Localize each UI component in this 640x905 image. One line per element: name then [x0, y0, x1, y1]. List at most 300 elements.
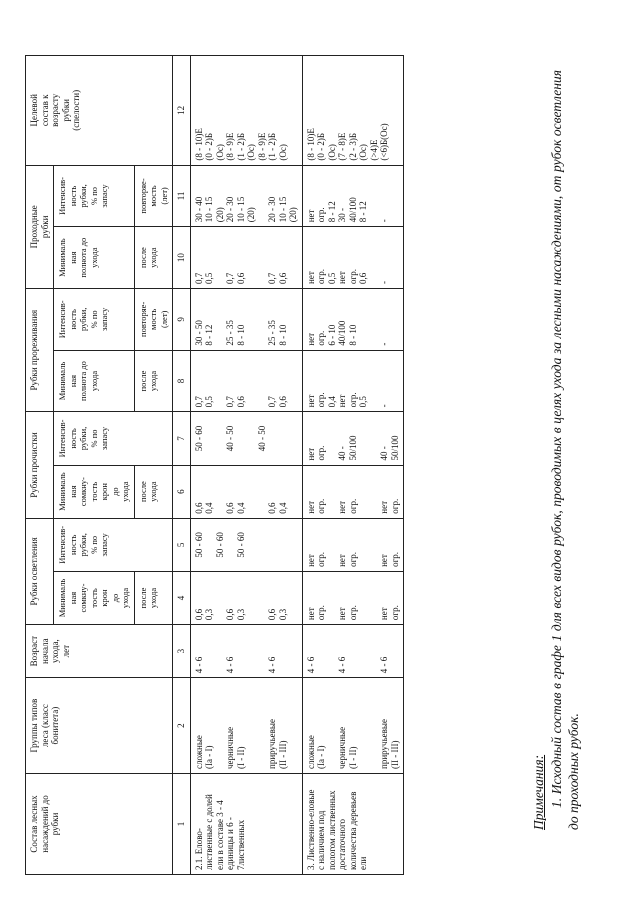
- cell-line: нет: [305, 447, 316, 461]
- cell-line: (Ia - I): [316, 745, 326, 769]
- cell-line: 50/100: [347, 435, 358, 461]
- cell-line: нет: [379, 607, 389, 621]
- cell-line: -: [379, 342, 389, 346]
- column-number: 7: [173, 412, 191, 465]
- cell-line: 8 - 10: [235, 324, 246, 346]
- cell-line: (Ос): [326, 144, 337, 161]
- cell-line: (8 - 9)Е: [225, 132, 235, 161]
- cell-line: [358, 576, 369, 620]
- cell-line: [257, 682, 268, 769]
- cell-line: [358, 629, 369, 673]
- header-lightening-cuttings: Рубки осветления: [26, 518, 54, 624]
- cell-line: 0,3: [204, 608, 214, 621]
- cell-line: тость: [88, 481, 99, 502]
- cell-line: [246, 682, 257, 769]
- notes-title: Примечания:: [531, 754, 546, 830]
- cell-line: крон: [99, 589, 109, 607]
- cell-line: 0,3: [277, 608, 288, 621]
- cell-line: возрасту: [50, 93, 60, 127]
- notes-section: [530, 70, 582, 830]
- cell-line: [369, 523, 380, 567]
- cell-line: [369, 170, 380, 223]
- cell-line: 8 - 10: [277, 324, 288, 346]
- cell-line: % по: [88, 429, 99, 448]
- cell-line: с наличием под: [316, 810, 326, 870]
- cell-line: (II - III): [389, 740, 400, 769]
- care-cuttings-table: [25, 55, 404, 875]
- cell-line: пологом лиственных: [326, 790, 337, 870]
- cell-line: 0,5: [204, 396, 214, 408]
- cell-line: [246, 629, 257, 673]
- cell-lightening-intensity: [190, 518, 302, 571]
- cell-line: [369, 629, 380, 673]
- cell-line: [246, 470, 257, 514]
- cell-line: [246, 355, 257, 408]
- cell-line: 0,5: [358, 396, 368, 408]
- cell-line: рубки,: [78, 533, 88, 557]
- cell-line: тость: [88, 588, 99, 608]
- cell-line: мость: [148, 185, 158, 207]
- cell-line: (II - III): [277, 740, 288, 769]
- cell-line: [204, 629, 215, 673]
- cell-line: [236, 629, 247, 673]
- cell-line: (Ia - I): [204, 745, 214, 769]
- cell-line: Состав лесных: [29, 795, 39, 853]
- cell-composition: [302, 773, 404, 874]
- cell-line: 4 - 6: [193, 656, 204, 674]
- cell-line: 8 - 12: [358, 201, 368, 223]
- cell-line: (8 - 9)Е: [256, 132, 267, 161]
- cell-line: -: [379, 404, 389, 408]
- cell-line: огр.: [316, 392, 326, 408]
- cell-line: [327, 629, 338, 673]
- cell-line: [246, 231, 257, 284]
- cell-line: нет: [337, 394, 347, 408]
- cell-line: нет: [337, 607, 347, 621]
- cell-line: (0 - 2)Б: [204, 132, 214, 161]
- header-min-density-4: [54, 227, 135, 289]
- cell-line: 2.1. Елово-: [193, 828, 204, 870]
- cell-line: после: [137, 370, 148, 392]
- cell-line: лет: [60, 644, 71, 658]
- cell-line: (<6)Б(Ос): [379, 123, 389, 161]
- cell-passage-min-density: [190, 227, 302, 289]
- header-after-care-3: [134, 350, 173, 412]
- cell-line: начала: [39, 638, 50, 664]
- cell-line: [358, 293, 369, 346]
- cell-line: нет: [305, 554, 316, 567]
- cell-forest-types: [190, 678, 302, 774]
- cell-line: (Ос): [214, 144, 225, 161]
- cell-line: (>4)Е: [368, 139, 379, 161]
- column-number: 8: [173, 350, 191, 412]
- cell-forest-types: [302, 678, 404, 774]
- cell-line: 8 - 12: [204, 324, 214, 346]
- cell-line: рубки: [60, 99, 71, 122]
- cell-line: [327, 470, 338, 514]
- cell-line: [257, 355, 268, 408]
- cell-line: Целевой: [29, 94, 39, 127]
- cell-line: [358, 470, 369, 514]
- cell-line: рубки: [50, 812, 60, 836]
- cell-line: 0,6: [225, 502, 235, 514]
- header-intensity-3: [54, 288, 135, 350]
- cell-line: [257, 170, 268, 223]
- cell-line: 40 -: [337, 446, 347, 461]
- cell-line: [327, 416, 338, 460]
- cell-line: [215, 231, 226, 284]
- cell-line: [369, 682, 380, 769]
- cell-line: [316, 629, 327, 673]
- cell-line: повторяе-: [137, 178, 148, 214]
- cell-line: [215, 576, 226, 620]
- cell-line: -: [379, 280, 389, 284]
- cell-line: сложные: [305, 735, 316, 769]
- cell-line: [246, 416, 257, 460]
- cell-line: нет: [379, 554, 389, 567]
- cell-line: (8 - 10)Е: [193, 128, 204, 161]
- cell-line: (лет): [158, 187, 169, 205]
- cell-cleaning-intensity: [302, 412, 404, 465]
- cell-line: огр.: [347, 498, 358, 514]
- cell-line: запасу: [99, 426, 109, 451]
- cell-line: (1 - 2)Б: [235, 132, 246, 161]
- cell-line: 0,4: [204, 502, 214, 514]
- cell-thinning-min-density: [190, 350, 302, 412]
- cell-line: нет: [379, 500, 389, 514]
- cell-line: насаждений до: [39, 795, 50, 853]
- cell-target-composition: [190, 56, 302, 166]
- cell-line: огр.: [389, 498, 400, 514]
- cell-line: 7лиственных: [235, 819, 246, 870]
- table-row: [302, 56, 404, 875]
- cell-line: после: [137, 247, 148, 269]
- cell-line: 0,7: [193, 396, 204, 408]
- cell-line: ухода: [120, 587, 130, 609]
- cell-line: 50 - 60: [193, 532, 204, 558]
- cell-line: 4 - 6: [379, 656, 389, 674]
- cell-line: 0,4: [235, 502, 246, 514]
- cell-line: Минималь: [57, 238, 67, 277]
- cell-line: ность: [67, 534, 78, 555]
- cell-line: после: [137, 587, 148, 609]
- cell-line: (20): [288, 207, 298, 223]
- cell-line: запасу: [99, 184, 109, 208]
- column-number: 10: [173, 227, 191, 289]
- cell-line: огр.: [316, 551, 326, 567]
- cell-line: единицы и 6 -: [225, 817, 235, 870]
- header-passage-cuttings: [26, 165, 54, 288]
- cell-line: 0,6: [193, 608, 204, 621]
- cell-line: сомкну-: [78, 477, 88, 507]
- cell-line: 40/100: [347, 197, 358, 223]
- cell-line: полнота до: [78, 361, 88, 401]
- cell-line: 30 - 40: [193, 196, 204, 223]
- cell-line: огр.: [316, 498, 326, 514]
- cell-line: 4 - 6: [337, 656, 347, 674]
- notes-text: 1. Исходный состав в графе 1 для всех видов рубок, проводимых в целях ухода за лесными насаждениями, от рубок осветления до проходных рубок.: [549, 70, 581, 830]
- rotated-page: [20, 40, 620, 885]
- cell-line: полнота до: [78, 237, 88, 278]
- column-number: 3: [173, 625, 191, 678]
- cell-line: (0 - 2)Б: [316, 132, 326, 161]
- cell-line: 8 - 10: [347, 324, 358, 346]
- cell-line: 0,7: [225, 272, 235, 284]
- cell-lightening-intensity: [302, 518, 404, 571]
- cell-line: ели в составе 3 - 4: [214, 800, 225, 870]
- cell-line: достаточного: [337, 819, 347, 870]
- header-after-care-4: [134, 227, 173, 289]
- cell-line: нет: [337, 500, 347, 514]
- cell-line: 0,6: [277, 396, 288, 408]
- header-composition: [26, 773, 173, 874]
- cell-line: (20): [214, 207, 225, 223]
- cell-line: нет: [305, 209, 316, 223]
- cell-line: нет: [305, 271, 316, 284]
- cell-line: [246, 293, 257, 346]
- cell-line: Возраст: [29, 635, 39, 667]
- cell-line: запасу: [99, 533, 109, 557]
- cell-line: количества деревьев: [347, 791, 358, 870]
- cell-line: [369, 470, 380, 514]
- cell-line: 4 - 6: [267, 656, 277, 674]
- cell-line: [204, 416, 215, 460]
- cell-line: [369, 231, 380, 284]
- cell-line: [204, 523, 215, 567]
- table-row: [190, 56, 302, 875]
- cell-line: 0,6: [193, 502, 204, 514]
- cell-line: 0,6: [277, 272, 288, 284]
- cell-line: ухода: [148, 370, 158, 392]
- cell-line: 0,7: [225, 396, 235, 408]
- cell-line: запасу: [99, 307, 109, 331]
- cell-line: сложные: [193, 735, 204, 769]
- cell-line: [257, 293, 268, 346]
- cell-line: ухода: [88, 370, 99, 392]
- cell-line: до: [109, 487, 120, 496]
- column-number: 6: [173, 465, 191, 518]
- cell-line: [257, 576, 268, 620]
- cell-line: (лет): [158, 310, 169, 329]
- cell-line: % по: [88, 535, 99, 554]
- cell-line: 4 - 6: [225, 656, 235, 674]
- cell-line: [215, 682, 226, 769]
- cell-line: крон: [99, 483, 109, 501]
- column-number: 4: [173, 571, 191, 624]
- cell-line: рубки: [39, 215, 50, 239]
- cell-line: [369, 355, 380, 408]
- cell-line: 0,7: [193, 272, 204, 284]
- cell-line: 25 - 35: [267, 320, 277, 346]
- column-number: 5: [173, 518, 191, 571]
- cell-line: [215, 470, 226, 514]
- cell-line: Минималь: [57, 578, 67, 618]
- cell-line: 50 - 60: [193, 425, 204, 452]
- cell-cleaning-min-closure: [302, 465, 404, 518]
- cell-line: [369, 416, 380, 460]
- cell-line: (I - II): [235, 746, 246, 769]
- cell-line: приручьевые: [379, 719, 389, 769]
- cell-line: 30 -: [337, 208, 347, 223]
- cell-line: огр.: [347, 551, 358, 567]
- cell-line: ели: [358, 856, 368, 870]
- header-repeat-3: [134, 288, 173, 350]
- column-number: 1: [173, 773, 191, 874]
- column-number-row: [173, 56, 191, 875]
- cell-line: Группы типов: [29, 698, 39, 753]
- cell-line: ность: [67, 185, 78, 207]
- cell-line: [236, 416, 247, 460]
- cell-line: (2 - 3)Б: [347, 132, 358, 161]
- cell-thinning-min-density: [302, 350, 404, 412]
- cell-line: [257, 470, 268, 514]
- cell-line: состав к: [39, 94, 50, 127]
- cell-line: огр.: [347, 392, 358, 408]
- cell-line: (7 - 8)Е: [337, 132, 347, 161]
- header-start-age: [26, 625, 173, 678]
- header-min-density-3: [54, 350, 135, 412]
- cell-line: 40/100: [337, 320, 347, 346]
- cell-line: 0,6: [358, 272, 368, 284]
- cell-line: 0,6: [235, 396, 246, 408]
- cell-line: 6 - 10: [326, 324, 337, 346]
- cell-line: [257, 629, 268, 673]
- cell-line: огр.: [389, 605, 400, 621]
- cell-line: ухода: [148, 481, 158, 502]
- cell-line: ухода,: [50, 639, 60, 664]
- header-after-care-1: [134, 571, 173, 624]
- cell-line: (8 - 10)Е: [305, 128, 316, 161]
- cell-line: огр.: [316, 330, 326, 346]
- cell-line: (спелости): [71, 89, 81, 131]
- cell-line: ная: [67, 374, 78, 388]
- cell-line: 10 - 15: [204, 196, 214, 223]
- column-number: 11: [173, 165, 191, 227]
- cell-line: % по: [88, 310, 99, 329]
- cell-line: 40 -: [379, 446, 389, 461]
- header-intensity-1: [54, 518, 173, 571]
- cell-line: приручьевые: [267, 719, 277, 769]
- cell-target-composition: [302, 56, 404, 166]
- cell-cleaning-min-closure: [190, 465, 302, 518]
- cell-line: нет: [305, 607, 316, 621]
- cell-line: ность: [67, 309, 78, 330]
- cell-line: ухода: [148, 587, 158, 609]
- cell-start-age: [190, 625, 302, 678]
- cell-line: 0,7: [267, 396, 277, 408]
- cell-line: [327, 576, 338, 620]
- cell-line: нет: [337, 271, 347, 284]
- cell-line: Интенсив-: [57, 525, 67, 564]
- cell-line: черничные: [225, 726, 235, 769]
- cell-line: леса (класс: [39, 704, 50, 748]
- cell-line: 4 - 6: [305, 656, 316, 674]
- cell-line: Интенсив-: [57, 300, 67, 339]
- cell-line: 50 - 60: [214, 532, 225, 558]
- cell-line: [327, 682, 338, 769]
- cell-cleaning-intensity: [190, 412, 302, 465]
- cell-line: лиственные с долей: [204, 794, 214, 870]
- cell-line: после: [137, 481, 148, 503]
- cell-line: Проходные: [29, 205, 39, 249]
- cell-thinning-intensity: [302, 288, 404, 350]
- cell-line: сомкну-: [78, 583, 88, 613]
- cell-line: 40 - 50: [225, 425, 235, 452]
- cell-line: [358, 523, 369, 567]
- cell-line: [369, 293, 380, 346]
- column-number: 9: [173, 288, 191, 350]
- cell-thinning-intensity: [190, 288, 302, 350]
- cell-line: 25 - 35: [225, 320, 235, 346]
- cell-line: 0,6: [267, 502, 277, 514]
- header-cleaning-cuttings: Рубки прочистки: [26, 412, 54, 518]
- cell-line: бонитета): [50, 706, 60, 745]
- cell-line: Минималь: [57, 361, 67, 401]
- cell-line: 20 - 30: [267, 196, 277, 223]
- cell-line: 0,7: [267, 272, 277, 284]
- cell-line: рубки,: [78, 307, 88, 332]
- cell-line: (I - II): [347, 746, 358, 769]
- cell-line: огр.: [347, 269, 358, 284]
- cell-line: нет: [305, 394, 316, 408]
- cell-line: 10 - 15: [235, 196, 246, 223]
- cell-line: [358, 682, 369, 769]
- cell-line: [215, 293, 226, 346]
- cell-passage-intensity: [190, 165, 302, 227]
- cell-line: рубки,: [78, 426, 88, 451]
- cell-line: огр.: [316, 207, 326, 223]
- cell-composition: [190, 773, 302, 874]
- header-target-composition: [26, 56, 173, 166]
- cell-line: 10 - 15: [277, 196, 288, 223]
- cell-line: [225, 523, 236, 567]
- cell-line: до: [109, 593, 120, 603]
- cell-line: Интенсив-: [57, 419, 67, 458]
- cell-start-age: [302, 625, 404, 678]
- cell-line: 0,5: [326, 272, 337, 284]
- cell-line: рубки,: [78, 184, 88, 208]
- cell-line: повторяе-: [137, 301, 148, 337]
- cell-line: (Ос): [246, 144, 256, 161]
- cell-line: [348, 629, 359, 673]
- cell-line: [246, 576, 257, 620]
- cell-line: (Ос): [358, 144, 368, 161]
- cell-line: 50 - 60: [235, 532, 246, 558]
- cell-line: (20): [246, 207, 256, 223]
- cell-passage-min-density: [302, 227, 404, 289]
- cell-passage-intensity: [302, 165, 404, 227]
- cell-line: ухода: [148, 247, 158, 268]
- cell-line: -: [379, 219, 389, 223]
- cell-line: нет: [305, 332, 316, 346]
- cell-line: 0,4: [277, 502, 288, 514]
- cell-line: 0,3: [235, 608, 246, 621]
- cell-line: черничные: [337, 726, 347, 769]
- cell-line: 0,4: [326, 396, 337, 408]
- cell-line: нет: [337, 554, 347, 567]
- cell-line: 0,6: [267, 608, 277, 621]
- cell-line: (1 - 2)Б: [267, 132, 277, 161]
- cell-line: ная: [67, 485, 78, 498]
- cell-line: 40 - 50: [256, 425, 267, 452]
- cell-line: [257, 231, 268, 284]
- cell-line: 0,5: [204, 272, 214, 284]
- cell-line: [215, 355, 226, 408]
- cell-line: 8 - 12: [326, 201, 337, 223]
- header-repeat-4: [134, 165, 173, 227]
- cell-line: % по: [88, 186, 99, 205]
- header-after-care-2: [134, 465, 173, 518]
